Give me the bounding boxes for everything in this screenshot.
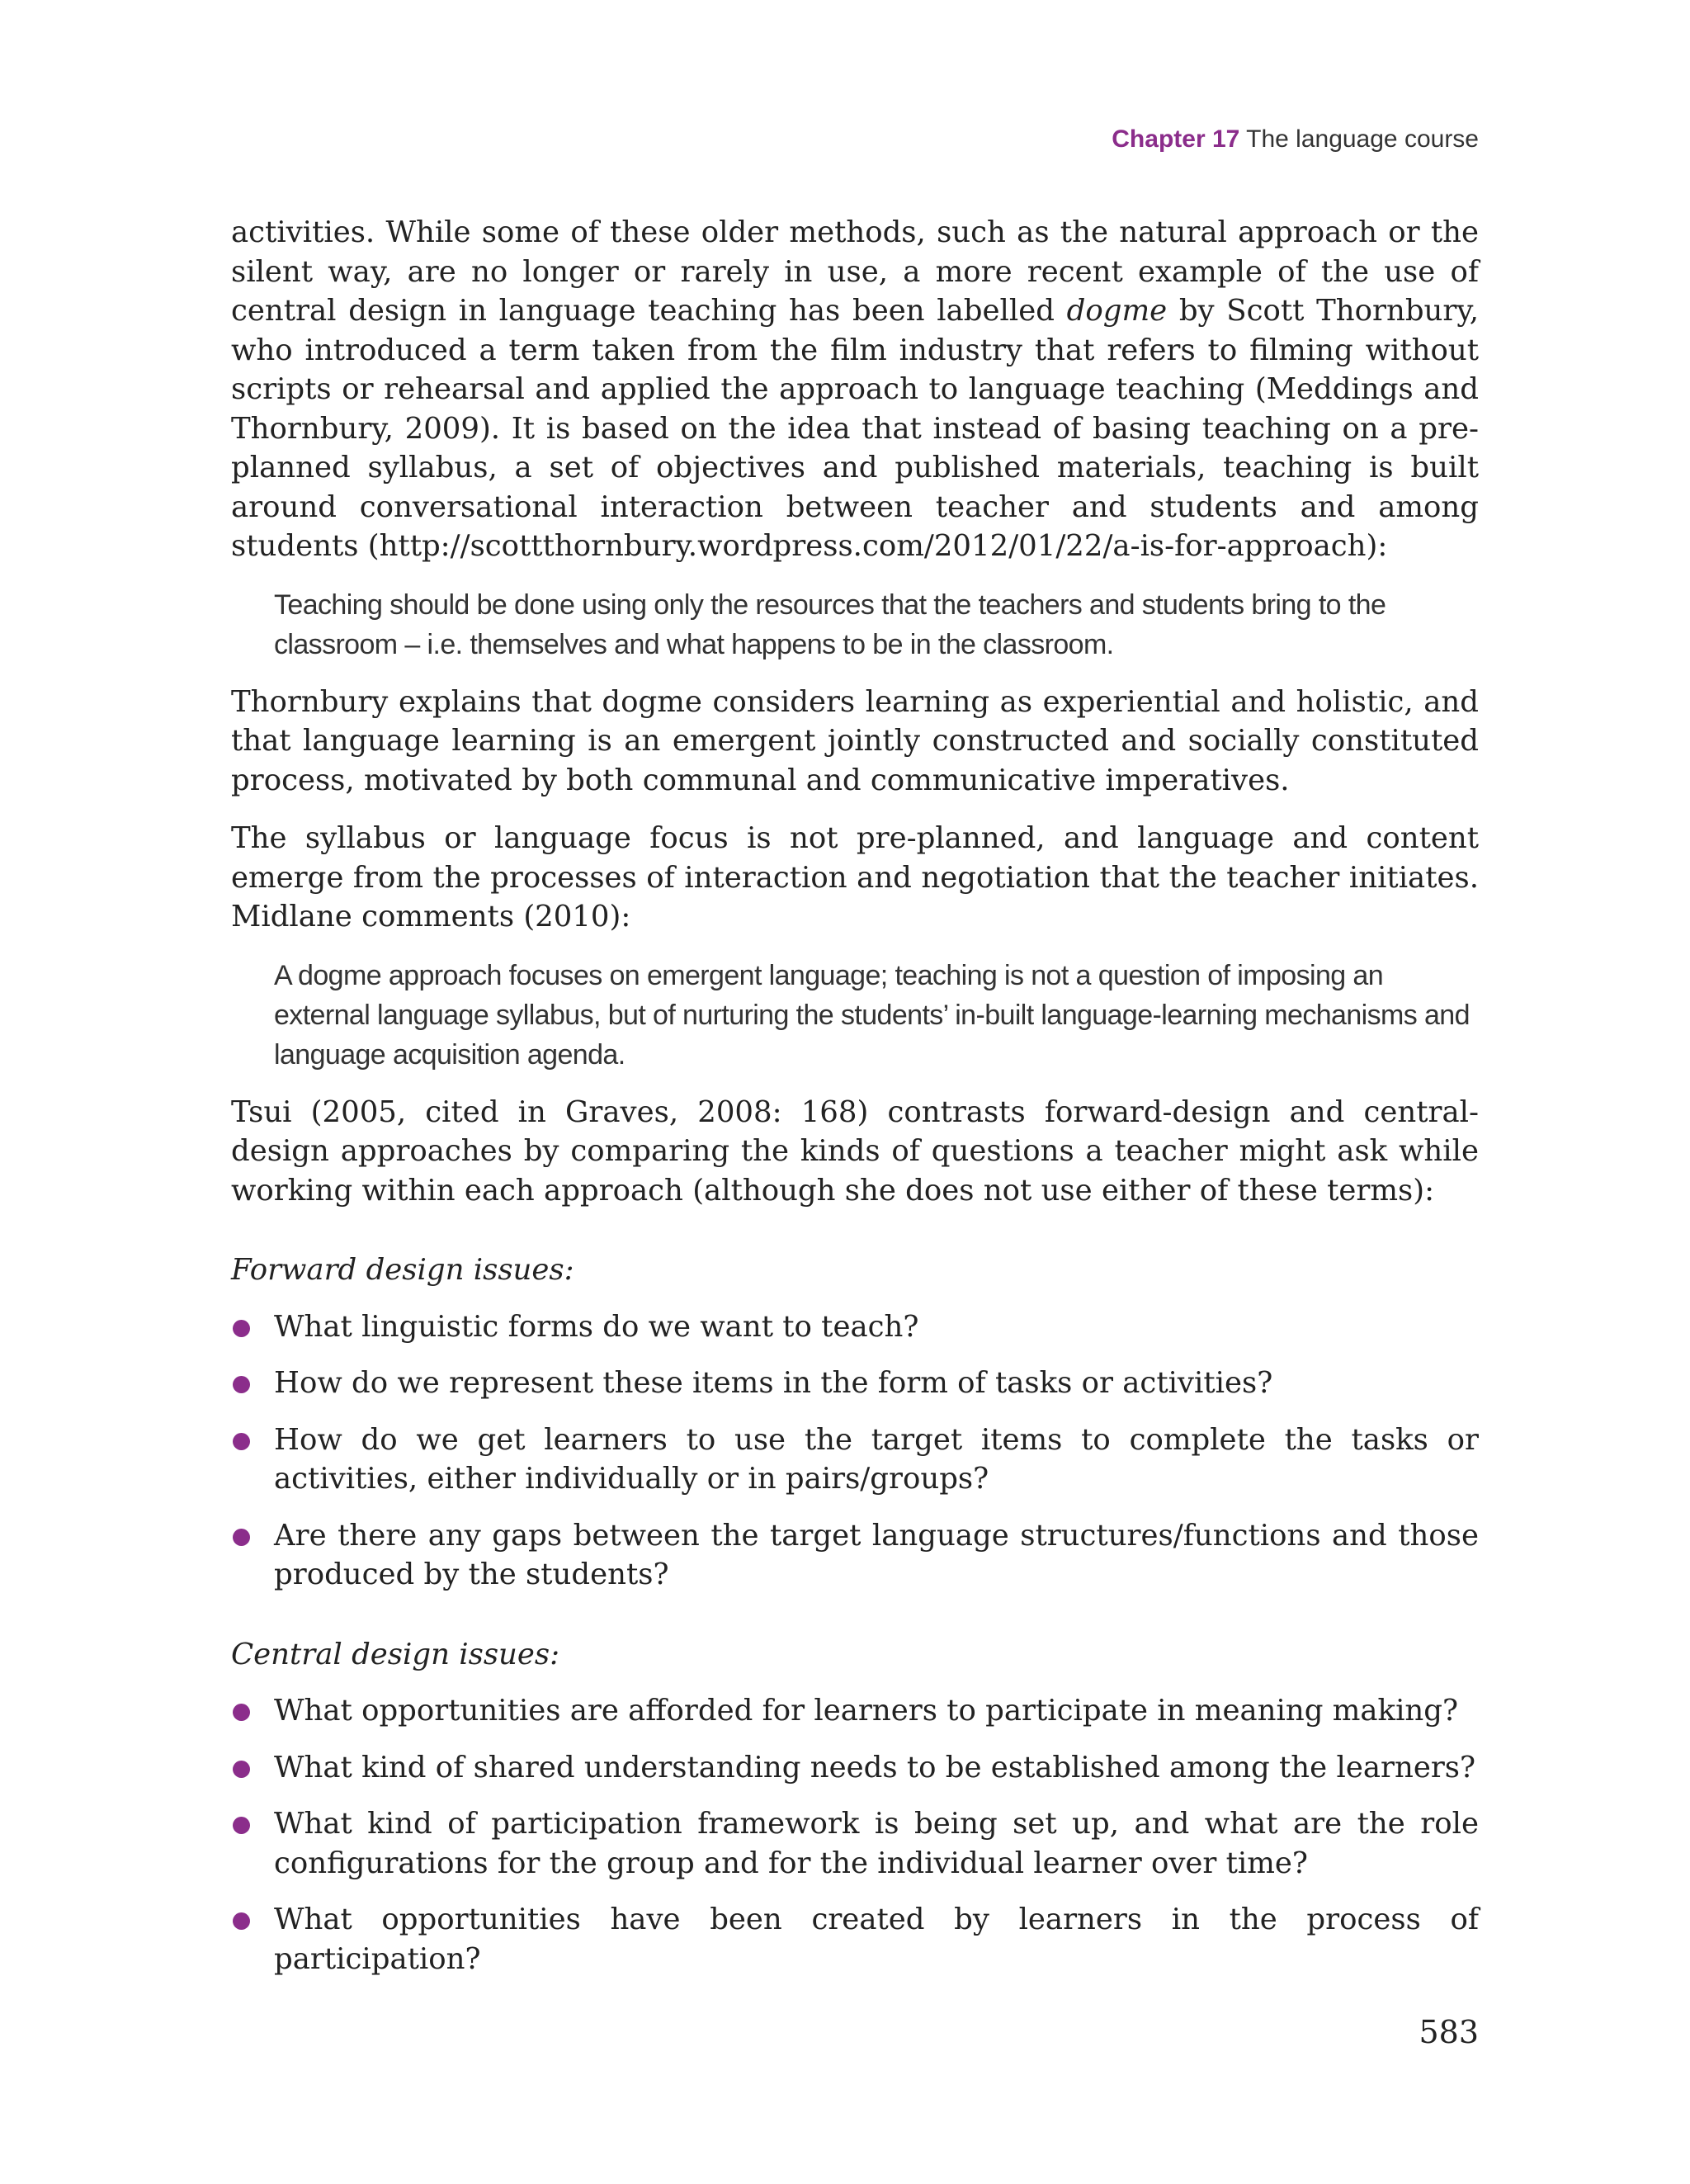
list-item-text: What kind of shared understanding needs to be established among the learners? [274,1750,1476,1785]
term-dogme: dogme [1066,294,1168,328]
page-content [231,213,1479,1996]
list-item [231,1421,1479,1499]
list-item [231,1691,1479,1731]
paragraph-syllabus: The syllabus or language focus is not pre-planned, and language and content emerge from the processes of interaction and negotiation that the teacher initiates. Midlane comments (2010): [231,821,1479,934]
block-quote-thornbury: Teaching should be done using only the resources that the teachers and students bring to the classroom – i.e. themselves and what happens to be in the classroom. [274,589,1386,660]
paragraph-dogme-intro [231,213,1479,566]
bullet-icon [233,1704,250,1721]
list-item-text: Are there any gaps between the target language structures/functions and those produced by the students? [274,1518,1479,1591]
list-item-text: What kind of participation framework is being set up, and what are the role configurations for the group and for the individual learner over time? [274,1807,1479,1880]
list-item [231,1307,1479,1347]
list-item-text: What opportunities have been created by learners in the process of participation? [274,1903,1479,1976]
bullet-icon [233,1320,250,1337]
forward-design-heading: Forward design issues: [231,1253,574,1287]
bullet-icon [233,1761,250,1778]
list-item [231,1516,1479,1595]
list-item [231,1804,1479,1883]
list-item-text: How do we represent these items in the form of tasks or activities? [274,1366,1273,1400]
list-item-text: How do we get learners to use the target items to complete the tasks or activities, either individually or in pairs/groups? [274,1422,1479,1496]
paragraph-text: by Scott Thornbury, who introduced a term taken from the film industry that refers to filming without scripts or rehearsal and applied the approach to language teaching (Meddings and Thornbury, 2009). It is based on the idea that instead of basing teaching on a pre-planned syllabus, a set of objectives and published materials, teaching is built around conversational interaction between teacher and students and among students (http://scottthornbury.wordpress.com/2012/01/22/a-is-for-approach): [231,294,1480,563]
paragraph-tsui: Tsui (2005, cited in Graves, 2008: 168) contrasts forward-design and central-design approaches by comparing the kinds of questions a teacher might ask while working within each approach (although she does not use either of these terms): [231,1094,1479,1208]
central-design-heading: Central design issues: [231,1637,560,1671]
bullet-icon [233,1376,250,1393]
list-item [231,1748,1479,1788]
chapter-label: Chapter 17 [1112,125,1240,153]
bullet-icon [233,1529,250,1546]
forward-design-list [231,1307,1479,1595]
list-item-text: What opportunities are afforded for learners to participate in meaning making? [274,1694,1459,1728]
block-quote-midlane: A dogme approach focuses on emergent language; teaching is not a question of imposing an external language syllabus, but of nurturing the students’ in-built language-learning mechanisms and language acquisition agenda. [274,959,1470,1071]
list-item [231,1364,1479,1403]
list-item [231,1900,1479,1978]
central-design-list [231,1691,1479,1978]
chapter-title: The language course [1246,125,1479,153]
page-number: 583 [1419,2014,1479,2050]
paragraph-dogme-explained: Thornbury explains that dogme considers learning as experiential and holistic, and that language learning is an emergent jointly constructed and socially constituted process, motivated by both communal and communicative imperatives. [231,684,1479,797]
bullet-icon [233,1817,250,1834]
running-header [231,125,1479,154]
list-item-text: What linguistic forms do we want to teach? [274,1309,919,1344]
bullet-icon [233,1912,250,1930]
bullet-icon [233,1433,250,1450]
paragraph-text: activities. While some of these older methods, such as the natural approach or the silent way, are no longer or rarely in use, a more recent example of the use of central design in language teaching has been labelled [231,215,1479,328]
